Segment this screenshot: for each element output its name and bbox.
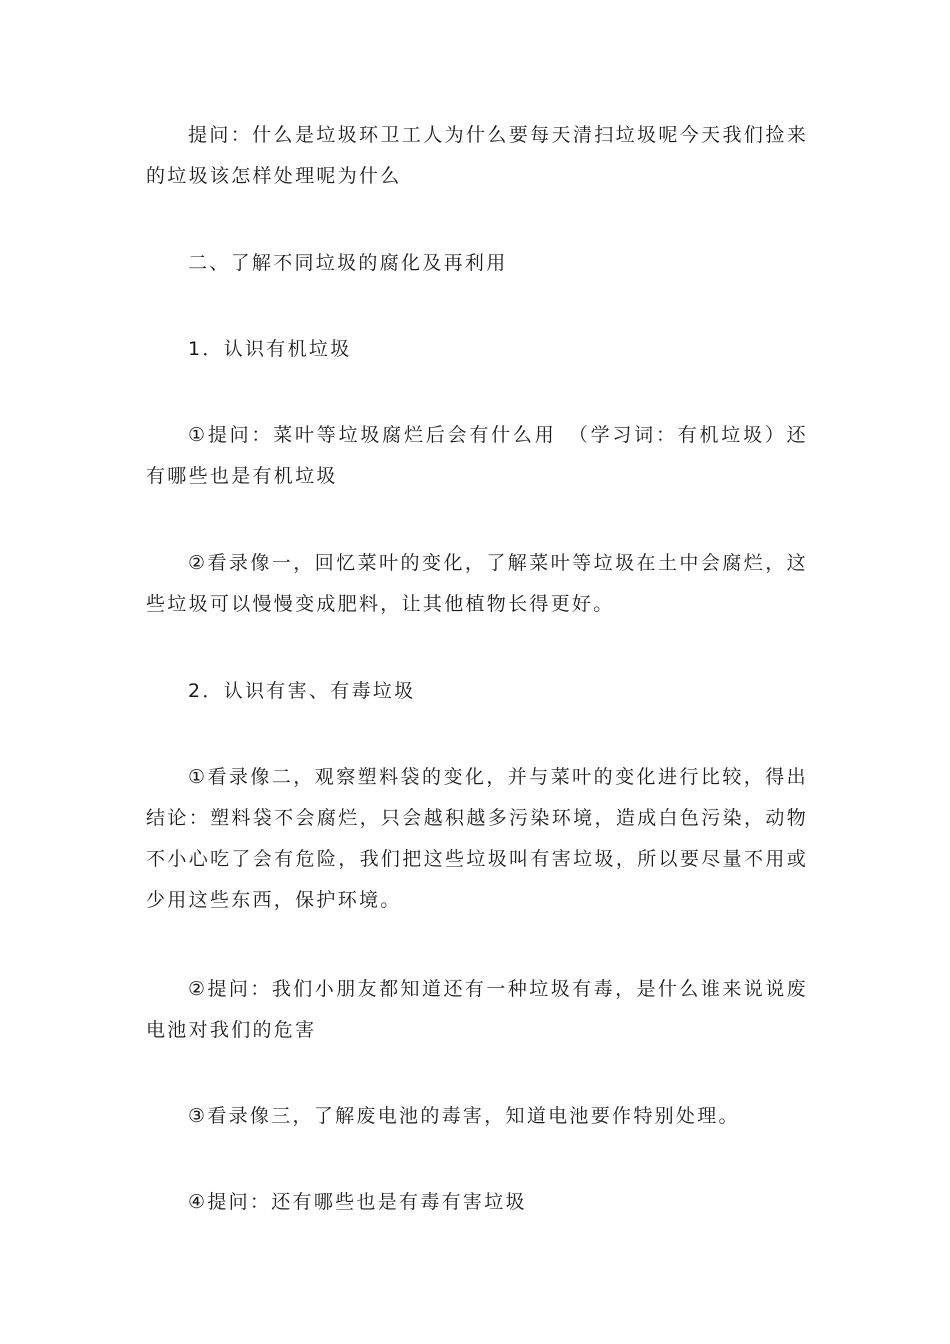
paragraph-battery-question: ②提问：我们小朋友都知道还有一种垃圾有毒，是什么谁来说说废电池对我们的危害 (146, 978, 808, 1041)
subsection-heading-harmful: 2．认识有害、有毒垃圾 (188, 680, 416, 702)
paragraph-organic-question: ①提问：菜叶等垃圾腐烂后会有什么用 （学习词：有机垃圾）还有哪些也是有机垃圾 (146, 424, 808, 487)
paragraph-video-two: ①看录像二，观察塑料袋的变化，并与菜叶的变化进行比较，得出结论：塑料袋不会腐烂，只会越积越多污染环境，造成白色污染，动物不小心吃了会有危险，我们把这些垃圾叫有害垃圾，所以要尽量不用或少用这些东西，保护环境。 (146, 766, 808, 911)
paragraph-question-garbage: 提问：什么是垃圾环卫工人为什么要每天清扫垃圾呢今天我们捡来的垃圾该怎样处理呢为什么 (146, 124, 808, 187)
paragraph-video-one: ②看录像一，回忆菜叶的变化，了解菜叶等垃圾在土中会腐烂，这些垃圾可以慢慢变成肥料，让其他植物长得更好。 (146, 552, 808, 615)
subsection-heading-organic: 1．认识有机垃圾 (188, 338, 352, 360)
paragraph-toxic-question: ④提问：还有哪些也是有毒有害垃圾 (188, 1191, 527, 1213)
section-heading-2: 二、了解不同垃圾的腐化及再利用 (188, 252, 508, 274)
paragraph-video-three: ③看录像三，了解废电池的毒害，知道电池要作特别处理。 (188, 1105, 740, 1127)
